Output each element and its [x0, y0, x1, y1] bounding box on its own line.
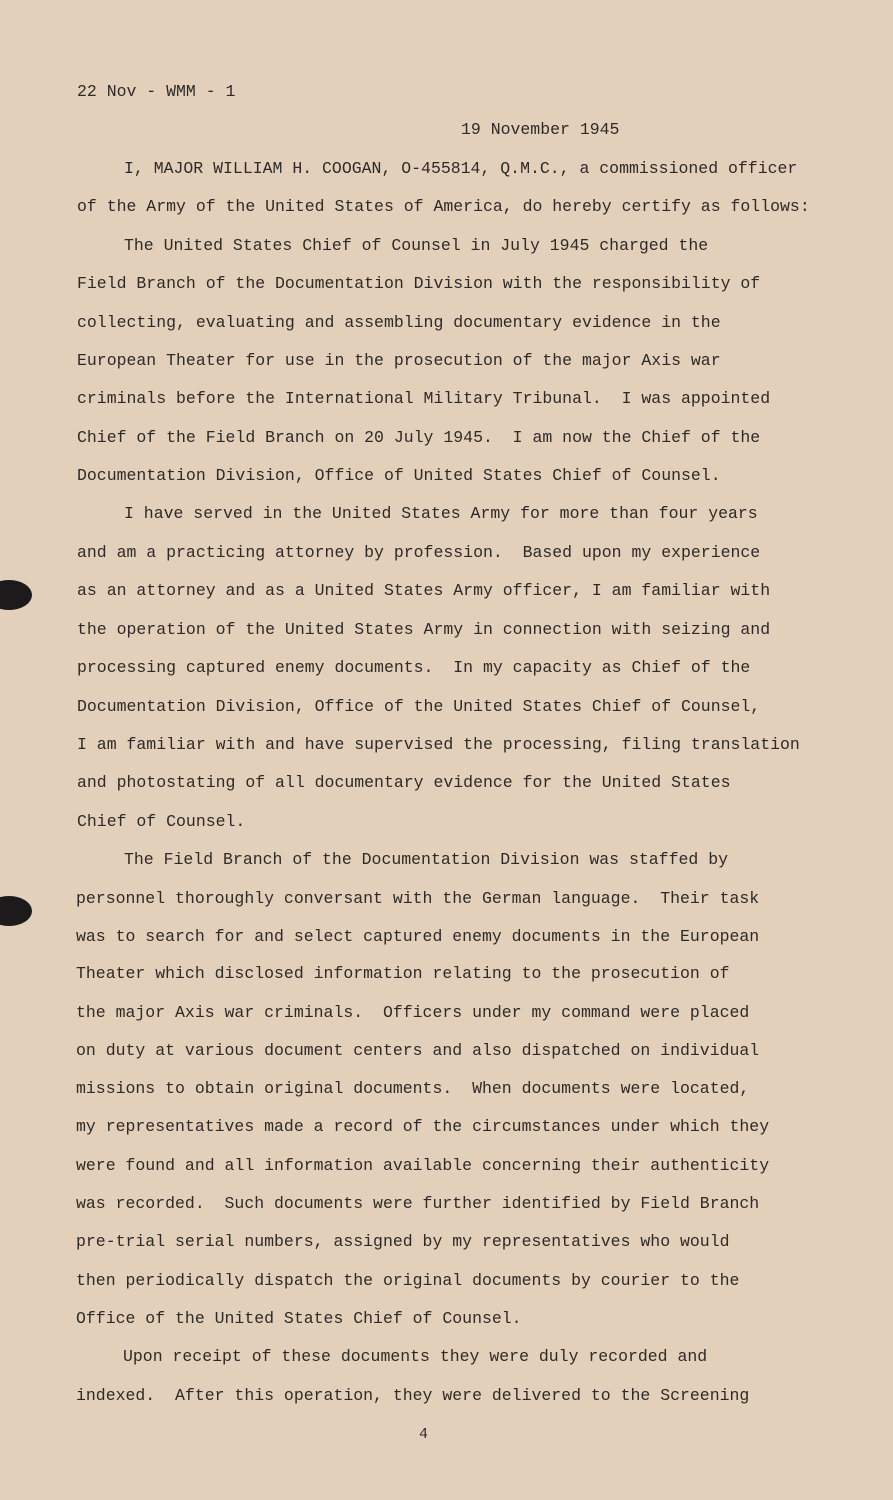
text-line: I, MAJOR WILLIAM H. COOGAN, O-455814, Q.M.C., a commissioned officer	[124, 159, 798, 178]
punch-hole	[0, 896, 32, 926]
punch-hole	[0, 580, 32, 610]
text-line: European Theater for use in the prosecution of the major Axis war	[77, 351, 721, 370]
text-line: pre-trial serial numbers, assigned by my representatives who would	[76, 1232, 730, 1251]
text-line: Documentation Division, Office of United States Chief of Counsel.	[77, 466, 721, 485]
text-line: was recorded. Such documents were further identified by Field Branch	[76, 1194, 760, 1213]
text-line: then periodically dispatch the original documents by courier to the	[76, 1271, 740, 1290]
text-line: on duty at various document centers and also dispatched on individual	[76, 1041, 760, 1060]
text-line: my representatives made a record of the circumstances under which they	[76, 1117, 770, 1136]
text-line: Chief of the Field Branch on 20 July 1945. I am now the Chief of the	[77, 428, 761, 447]
text-line: Theater which disclosed information relating to the prosecution of	[76, 964, 730, 983]
text-line: Field Branch of the Documentation Division with the responsibility of	[77, 274, 761, 293]
text-line: The Field Branch of the Documentation Division was staffed by	[124, 850, 728, 869]
text-line: of the Army of the United States of America, do hereby certify as follows:	[77, 197, 810, 216]
text-line: Office of the United States Chief of Counsel.	[76, 1309, 522, 1328]
text-line: personnel thoroughly conversant with the German language. Their task	[76, 889, 760, 908]
text-line: and am a practicing attorney by profession. Based upon my experience	[77, 543, 761, 562]
text-line: indexed. After this operation, they were delivered to the Screening	[76, 1386, 750, 1405]
page-number: 4	[419, 1426, 429, 1443]
text-line: criminals before the International Military Tribunal. I was appointed	[77, 389, 771, 408]
text-line: collecting, evaluating and assembling documentary evidence in the	[77, 313, 721, 332]
text-line: processing captured enemy documents. In my capacity as Chief of the	[77, 658, 751, 677]
text-line: was to search for and select captured enemy documents in the European	[76, 927, 760, 946]
text-line: were found and all information available concerning their authenticity	[76, 1156, 770, 1175]
text-line: The United States Chief of Counsel in July 1945 charged the	[124, 236, 709, 255]
text-line: missions to obtain original documents. When documents were located,	[76, 1079, 750, 1098]
text-line: the operation of the United States Army in connection with seizing and	[77, 620, 771, 639]
text-line: and photostating of all documentary evidence for the United States	[77, 773, 731, 792]
text-line: I am familiar with and have supervised the processing, filing translation	[77, 735, 800, 754]
text-line: Documentation Division, Office of the United States Chief of Counsel,	[77, 697, 761, 716]
text-line: as an attorney and as a United States Army officer, I am familiar with	[77, 581, 771, 600]
document-date: 19 November 1945	[461, 120, 620, 139]
text-line: I have served in the United States Army for more than four years	[124, 504, 758, 523]
header-code: 22 Nov - WMM - 1	[77, 82, 236, 101]
text-line: Chief of Counsel.	[77, 812, 246, 831]
text-line: Upon receipt of these documents they were duly recorded and	[123, 1347, 708, 1366]
text-line: the major Axis war criminals. Officers under my command were placed	[76, 1003, 750, 1022]
